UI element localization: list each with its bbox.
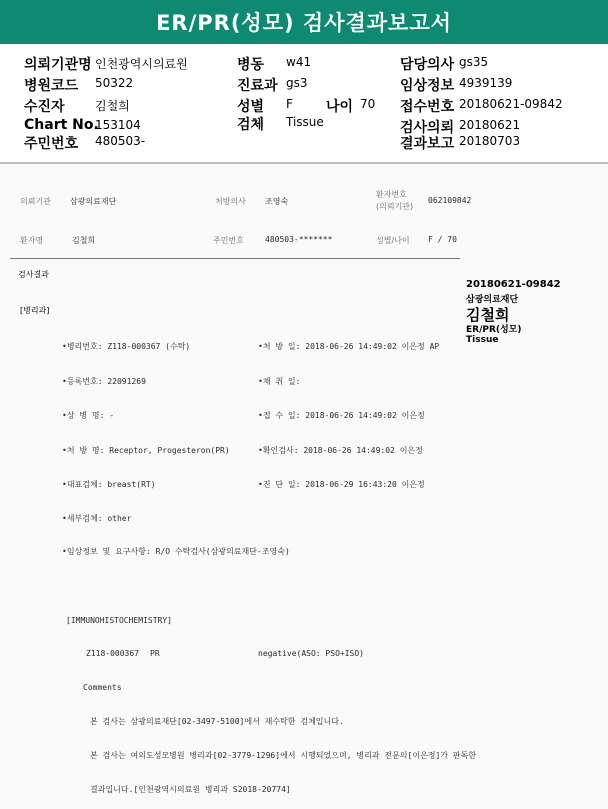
field-order-date: •처 방 일: 2018-06-26 14:49:02 이은정 AP [258, 342, 440, 351]
sex-value: F [286, 97, 293, 111]
rrn-label: 주민번호 [24, 136, 79, 152]
ward-value: w41 [286, 55, 312, 69]
scan-rrn-label: 주민번호 [213, 236, 244, 245]
ihc-marker: PR [150, 649, 160, 658]
age-value: 70 [360, 97, 376, 111]
scan-patient-no-label: 환자번호 [376, 190, 407, 199]
age-label: 나이 [326, 99, 354, 115]
comment-line-2: 본 검사는 여의도성모병원 병리과[02-3779-1296]에서 시행되었으며, 병리과 전문의[이은정]가 판독한 [90, 751, 477, 760]
scan-doctor-label: 처방의사 [215, 197, 246, 206]
specimen-label: 검체 [237, 117, 265, 133]
receipt-no-label: 접수번호 [400, 99, 455, 115]
scan-sexage-value: F / 70 [428, 235, 457, 244]
department-label: 진료과 [237, 78, 278, 94]
field-main-specimen: •대표검체: breast(RT) [62, 480, 156, 489]
patient-value: 김철희 [95, 99, 130, 113]
report-date-label: 결과보고 [400, 136, 455, 152]
scan-patient-no-sub: (의뢰기관) [376, 202, 414, 211]
comment-line-3: 결과입니다.[인천광역시의료원 병리과 S2018-20774] [90, 785, 291, 794]
specimen-value: Tissue [286, 115, 324, 129]
report-title: ER/PR(성모) 검사결과보고서 [0, 0, 608, 44]
hospital-code-label: 병원코드 [24, 78, 79, 94]
field-diagnosis-date: •진 단 일: 2018-06-29 16:43:20 이은정 [258, 480, 425, 489]
comment-line-1: 본 검사는 삼광의료재단[02-3497-5100]에서 재수탁한 검체입니다. [90, 717, 344, 726]
attending-label: 담당의사 [400, 57, 455, 73]
field-order-name: •처 방 명: Receptor, Progesteron(PR) [62, 446, 230, 455]
institution-label: 의뢰기관명 [24, 57, 92, 73]
chart-no-value: 153104 [95, 118, 141, 132]
ihc-result: negative(ASO: PSO+ISO) [258, 649, 364, 658]
sticker-patient-name: 김철희 [466, 306, 510, 324]
scan-name-label: 환자명 [20, 236, 44, 245]
field-diagnosis: •상 병 명: - [62, 411, 115, 420]
scan-divider [10, 258, 460, 259]
receipt-no-value: 20180621-09842 [459, 97, 563, 111]
scanned-report [0, 164, 608, 809]
sticker-test-name: ER/PR(성모) [466, 325, 522, 335]
scan-subsection-title: [병리과] [20, 306, 50, 315]
clinical-info-value: 4939139 [459, 76, 513, 90]
sex-label: 성별 [237, 99, 265, 115]
ihc-id: Z118-000367 [86, 649, 139, 658]
field-pathology-no: •병리번호: Z118-000367 (수탁) [62, 342, 191, 351]
scan-name-value: 김철희 [72, 236, 96, 245]
rrn-value: 480503- [95, 134, 146, 148]
request-date-label: 검사의뢰 [400, 120, 455, 136]
scan-section-title: 검사결과 [18, 270, 49, 279]
scan-doctor-value: 조영숙 [265, 197, 289, 206]
chart-no-label: Chart No. [24, 117, 99, 133]
scan-institution-label: 의뢰기관 [20, 197, 51, 206]
sticker-institution: 삼광의료재단 [466, 295, 519, 305]
patient-label: 수진자 [24, 99, 65, 115]
scan-patient-no-value: 062109842 [428, 196, 472, 205]
scan-institution-value: 삼광의료재단 [70, 197, 117, 206]
field-clinical-request: •임상정보 및 요구사항: R/O 수탁검사(삼광의료재단-조영숙) [62, 547, 290, 556]
specimen-sticker [462, 279, 602, 349]
attending-value: gs35 [459, 55, 489, 69]
department-value: gs3 [286, 76, 308, 90]
comments-label: Comments [83, 683, 122, 692]
ihc-title: [IMMUNOHISTOCHEMISTRY] [66, 616, 172, 625]
scan-rrn-value: 480503-******* [265, 235, 333, 244]
field-collect-date: •채 취 일: [258, 377, 301, 386]
scan-sexage-label: 성별/나이 [376, 236, 410, 245]
hospital-code-value: 50322 [95, 76, 134, 90]
field-confirm-date: •확인검사: 2018-06-26 14:49:02 이은정 [258, 446, 423, 455]
report-date-value: 20180703 [459, 134, 521, 148]
institution-value: 인천광역시의료원 [95, 57, 188, 71]
clinical-info-label: 임상정보 [400, 78, 455, 94]
request-date-value: 20180621 [459, 118, 521, 132]
field-receive-date: •접 수 일: 2018-06-26 14:49:02 이은정 [258, 411, 425, 420]
ward-label: 병동 [237, 57, 265, 73]
sticker-receipt-no: 20180621-09842 [466, 279, 561, 290]
sticker-specimen: Tissue [466, 335, 499, 345]
field-detail-specimen: •세부검체: other [62, 514, 132, 523]
report-header [0, 44, 608, 162]
field-registration-no: •등록번호: 22091269 [62, 377, 146, 386]
